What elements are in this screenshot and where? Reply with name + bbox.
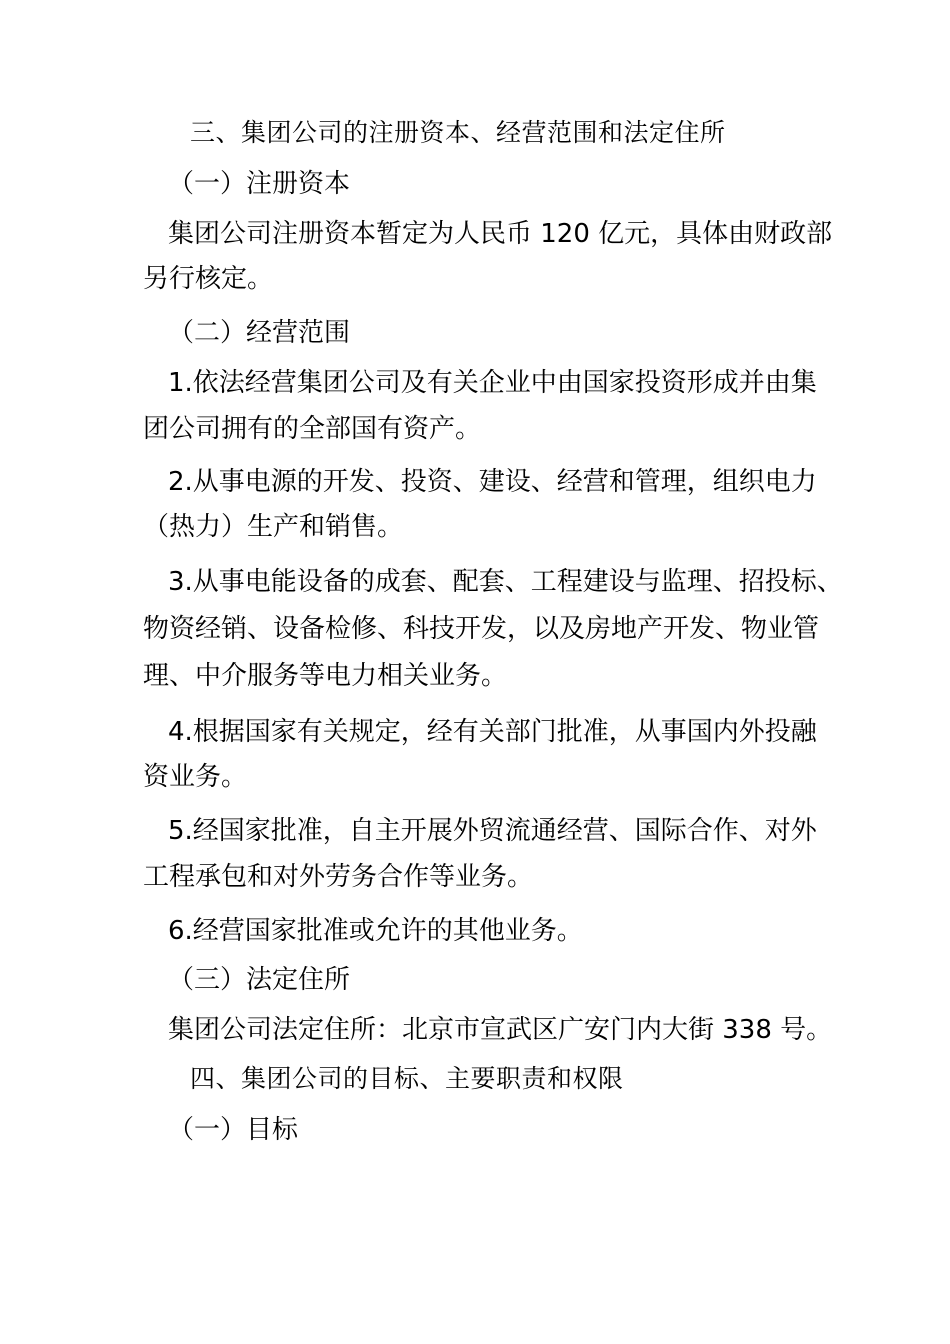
list-item-line: 2.从事电源的开发、投资、建设、经营和管理，组织电力 (168, 467, 817, 497)
section-heading-4: 四、集团公司的目标、主要职责和权限 (190, 1064, 624, 1093)
paragraph-line: 另行核定。 (143, 264, 274, 294)
list-item-line: 物资经销、设备检修、科技开发，以及房地产开发、物业管 (143, 614, 820, 644)
list-item-line: （热力）生产和销售。 (143, 512, 404, 542)
list-item-line: 工程承包和对外劳务合作等业务。 (143, 862, 534, 892)
subsection-title-registered-capital: （一）注册资本 (168, 169, 351, 199)
list-item-line: 资业务。 (143, 762, 248, 792)
section-heading-3: 三、集团公司的注册资本、经营范围和法定住所 (190, 118, 726, 147)
list-item-line: 团公司拥有的全部国有资产。 (143, 414, 482, 444)
list-item-line: 3.从事电能设备的成套、配套、工程建设与监理、招投标、 (168, 567, 843, 597)
subsection-title-goals: （一）目标 (168, 1115, 299, 1145)
subsection-title-legal-address: （三）法定住所 (168, 965, 351, 995)
subsection-title-business-scope: （二）经营范围 (168, 318, 351, 348)
list-item-line: 理、中介服务等电力相关业务。 (143, 661, 508, 691)
list-item-line: 4.根据国家有关规定，经有关部门批准，从事国内外投融 (168, 717, 817, 747)
paragraph-line: 集团公司注册资本暂定为人民币 120 亿元，具体由财政部 (168, 219, 833, 249)
paragraph-line: 集团公司法定住所：北京市宣武区广安门内大街 338 号。 (168, 1015, 833, 1045)
list-item-line: 1.依法经营集团公司及有关企业中由国家投资形成并由集 (168, 368, 817, 398)
list-item-line: 6.经营国家批准或允许的其他业务。 (168, 916, 583, 946)
list-item-line: 5.经国家批准，自主开展外贸流通经营、国际合作、对外 (168, 816, 817, 846)
